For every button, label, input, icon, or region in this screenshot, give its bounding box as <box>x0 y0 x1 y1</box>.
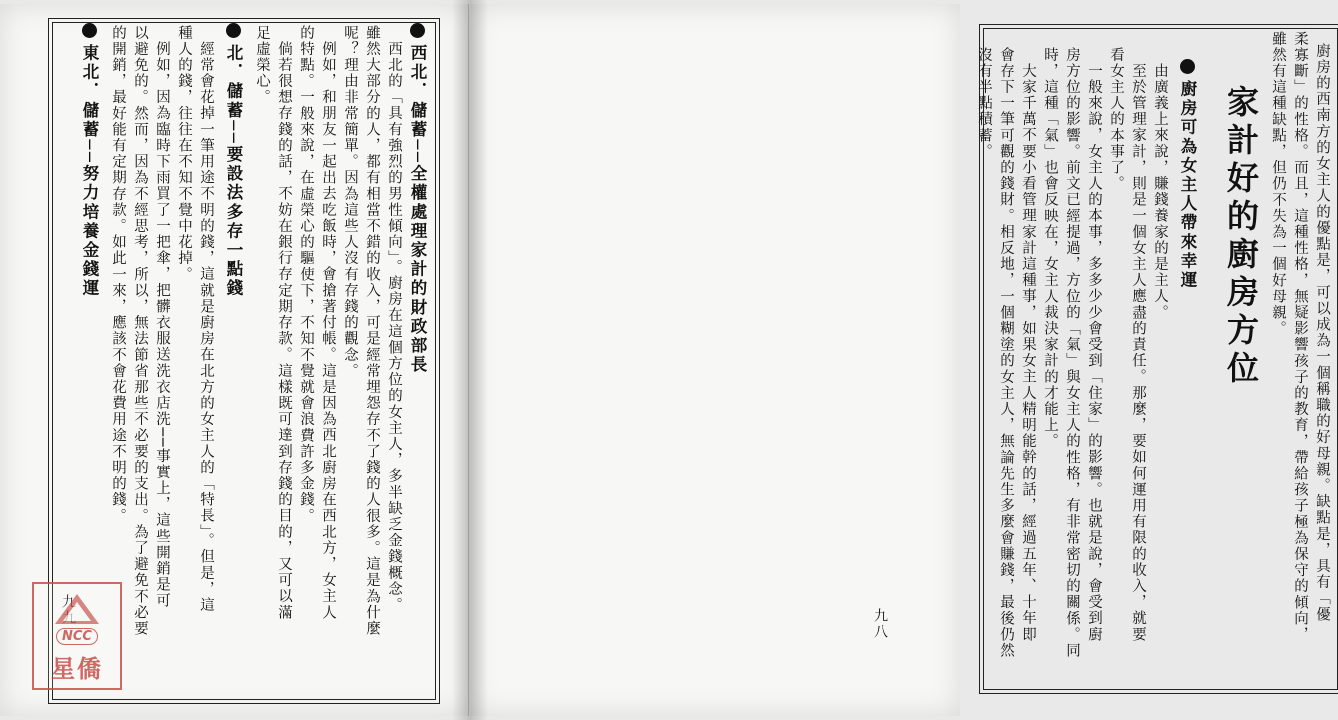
page-number-left: 九九 <box>60 594 76 626</box>
intro-line: 廚房的西南方的女主人的優點是，可以成為一個稱職的好母親。缺點是，具有「優 <box>1314 43 1330 623</box>
body-line: 至於管理家計，則是一個女主人應盡的責任。那麼，要如何運用有限的收入，就要 <box>1130 63 1146 643</box>
bullet-icon <box>82 23 97 38</box>
body-line: 看女主人的本事了。 <box>1108 47 1124 192</box>
body-line: 以避免的。然而，因為不經思考，所以，無法節省那些不必要的支出。為了避免不必要 <box>132 25 148 637</box>
body-line: 例如，和朋友一起出去吃飯時，會搶著付帳。這是因為西北廚房在西北方，女主人 <box>320 41 336 621</box>
page-title: 家計好的廚房方位 <box>1222 85 1260 389</box>
body-line: 經常會花掉一筆用途不明的錢，這就是廚房在北方的女主人的「特長」。但是，這 <box>198 41 214 614</box>
body-line: 由廣義上來說，賺錢養家的是主人。 <box>1152 63 1168 321</box>
body-line: 的特點。一般來說，在虛榮心的驅使下，不知不覺就會浪費許多金錢。 <box>298 25 314 525</box>
right-page-frame <box>976 28 1338 690</box>
body-line: 例如，因為臨時下雨買了一把傘，把髒衣服送洗衣店洗──事實上，這些開銷是可 <box>154 41 170 610</box>
section3-heading: 東北．儲蓄──努力培養金錢運 <box>81 23 98 298</box>
body-line: 沒有半點積蓄。 <box>976 47 992 160</box>
body-line: 西北的「具有強烈的男性傾向」。廚房在這個方位的女主人，多半缺乏金錢概念。 <box>386 41 402 614</box>
page-number-right: 九八 <box>872 608 888 640</box>
bullet-icon <box>226 23 241 38</box>
body-line: 一般來說，女主人的本事，多多少少會受到「住家」的影響。也就是說，會受到廚 <box>1086 63 1102 643</box>
section2-heading: 北．儲蓄──要設法多存一點錢 <box>225 23 242 298</box>
watermark-brand: NCC <box>56 628 98 645</box>
body-line: 足虛榮心。 <box>254 25 270 106</box>
house-logo-icon <box>55 594 99 624</box>
watermark-name: 星僑 <box>51 655 103 683</box>
right-page <box>470 4 1330 716</box>
body-line: 大家千萬不要小看管理家計這種事，如果女主人精明能幹的話，經過五年、十年即 <box>1020 63 1036 643</box>
section1-heading: 西北．儲蓄──全權處理家計的財政部長 <box>409 23 426 375</box>
body-line: 雖然大部分的人，都有相當不錯的收入，可是經常埋怨存不了錢的人很多。這是為什麼 <box>364 25 380 637</box>
intro-line: 柔寡斷」的性格。而且，這種性格，無疑影響孩子的教育，帶給孩子極為保守的傾向， <box>1292 31 1308 643</box>
body-line: 倘若很想存錢的話，不妨在銀行存定期存款。這樣既可達到存錢的目的，又可以滿 <box>276 41 292 621</box>
body-line: 呢？理由非常簡單。因為這些人沒有存錢的觀念。 <box>342 25 358 380</box>
body-line: 時，這種「氣」也會反映在，女主人裁決家計的才能上。 <box>1042 47 1058 450</box>
bullet-icon <box>1180 59 1195 74</box>
bullet-icon <box>410 23 425 38</box>
section-heading: 廚房可為女主人帶來幸運 <box>1179 59 1196 290</box>
body-line: 會存下一筆可觀的錢財。相反地，一個糊塗的女主人，無論先生多麼會賺錢，最後仍然 <box>998 47 1014 659</box>
body-line: 的開銷，最好能有定期存款。如此一來，應該不會花費用途不明的錢。 <box>110 25 126 525</box>
watermark-stamp <box>32 582 122 690</box>
intro-line: 雖然有這種缺點，但仍不失為一個好母親。 <box>1270 31 1286 337</box>
body-line: 房方位的影響。前文已經提過，方位的「氣」與女主人的性格，有非常密切的關係。同 <box>1064 47 1080 659</box>
body-line: 種人的錢，往往在不知不覺中花掉。 <box>176 25 192 283</box>
